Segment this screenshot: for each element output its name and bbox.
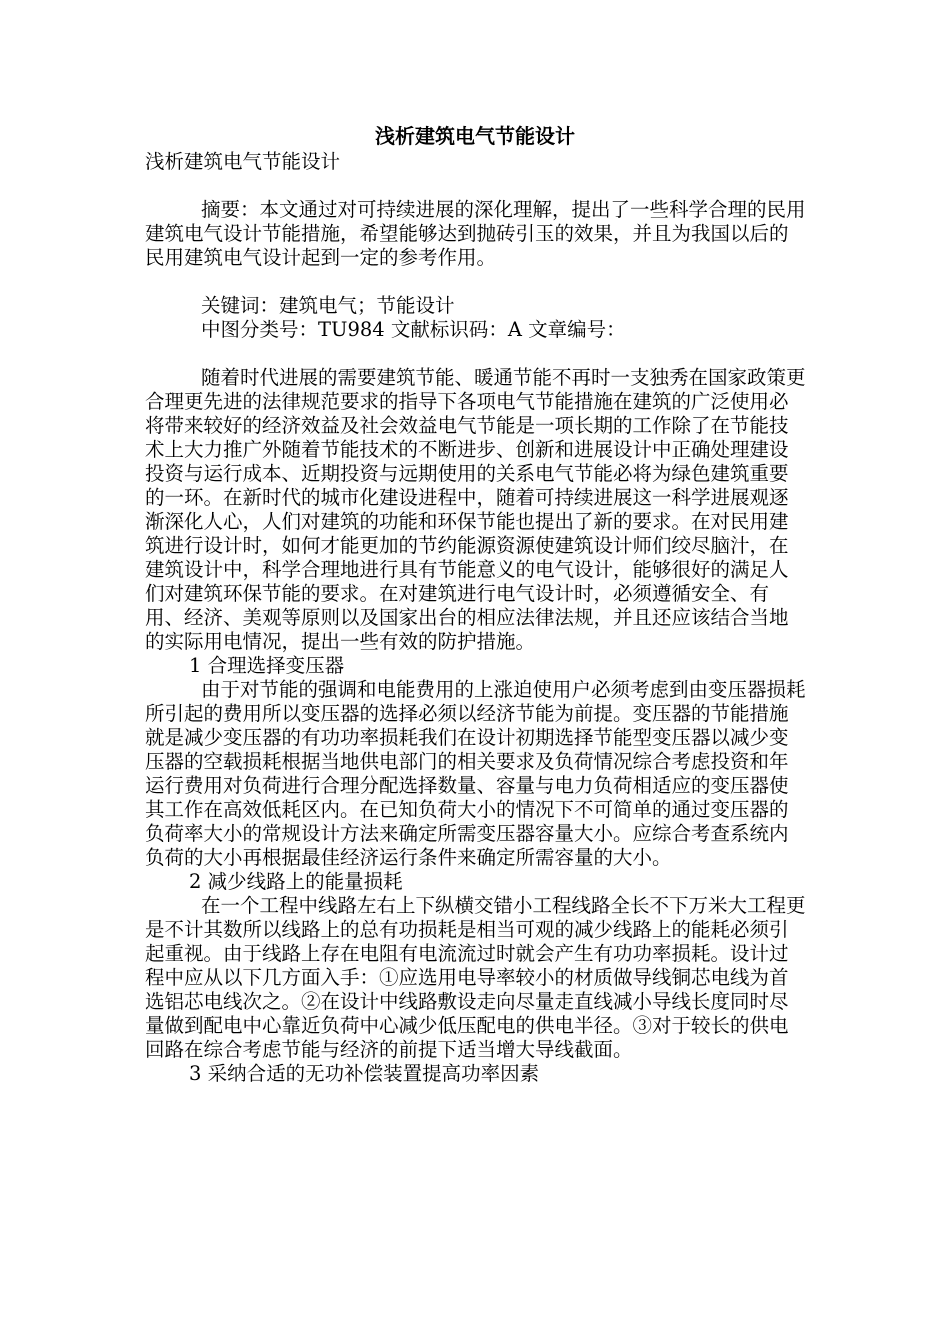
section-heading-3: 3 采纳合适的无功补偿装置提高功率因素 [189, 1062, 540, 1085]
document-subtitle: 浅析建筑电气节能设计 [145, 150, 341, 173]
intro-paragraph: 随着时代进展的需要建筑节能、暖通节能不再时一支独秀在国家政策更合理更先进的法律规范要求的指导下各项电气节能措施在建筑的广泛使用必将带来较好的经济效益及社会效益电气节能是一项长期的工作除了在节能技术上大力推广外随着节能技术的不断进步、创新和进展设计中正确处理建设投资与运行成本、近期投资与远期使用的关系电气节能必将为绿色建筑重要的一环。在新时代的城市化建设进程中，随着可持续进展这一科学进展观逐渐深化人心，人们对建筑的功能和环保节能也提出了新的要求。在对民用建筑进行设计时，如何才能更加的节约能源资源使建筑设计师们绞尽脑汁，在建筑设计中，科学合理地进行具有节能意义的电气设计，能够很好的满足人们对建筑环保节能的要求。在对建筑进行电气设计时，必须遵循安全、有用、经济、美观等原则以及国家出台的相应法律法规，并且还应该结合当地的实际用电情况，提出一些有效的防护措施。 [145, 366, 806, 653]
section-body-2: 在一个工程中线路左右上下纵横交错小工程线路全长不下万米大工程更是不计其数所以线路上的总有功损耗是相当可观的减少线路上的能耗必须引起重视。由于线路上存在电阻有电流流过时就会产生有功功率损耗。设计过程中应从以下几方面入手：①应选用电导率较小的材质做导线铜芯电线为首选铝芯电线次之。②在设计中线路敷设走向尽量走直线减小导线长度同时尽量做到配电中心靠近负荷中心减少低压配电的供电半径。③对于较长的供电回路在综合考虑节能与经济的前提下适当增大导线截面。 [145, 894, 806, 1061]
section-heading-2: 2 减少线路上的能量损耗 [189, 870, 403, 893]
abstract-paragraph: 摘要：本文通过对可持续进展的深化理解，提出了一些科学合理的民用建筑电气设计节能措施，希望能够达到抛砖引玉的效果，并且为我国以后的民用建筑电气设计起到一定的参考作用。 [145, 198, 806, 269]
spacer [145, 174, 807, 198]
spacer [145, 342, 807, 366]
document-body [145, 150, 807, 1086]
keywords-line: 关键词：建筑电气；节能设计 [201, 294, 455, 317]
classification-line: 中图分类号：TU984 文献标识码：A 文章编号： [201, 318, 626, 341]
document-title: 浅析建筑电气节能设计 [375, 124, 575, 148]
section-body-1: 由于对节能的强调和电能费用的上涨迫使用户必须考虑到由变压器损耗所引起的费用所以变压器的选择必须以经济节能为前提。变压器的节能措施就是减少变压器的有功功率损耗我们在设计初期选择节能型变压器以减少变压器的空载损耗根据当地供电部门的相关要求及负荷情况综合考虑投资和年运行费用对负荷进行合理分配选择数量、容量与电力负荷相适应的变压器使其工作在高效低耗区内。在已知负荷大小的情况下不可简单的通过变压器的负荷率大小的常规设计方法来确定所需变压器容量大小。应综合考查系统内负荷的大小再根据最佳经济运行条件来确定所需容量的大小。 [145, 678, 806, 869]
section-heading-1: 1 合理选择变压器 [189, 654, 345, 677]
spacer [145, 270, 807, 294]
